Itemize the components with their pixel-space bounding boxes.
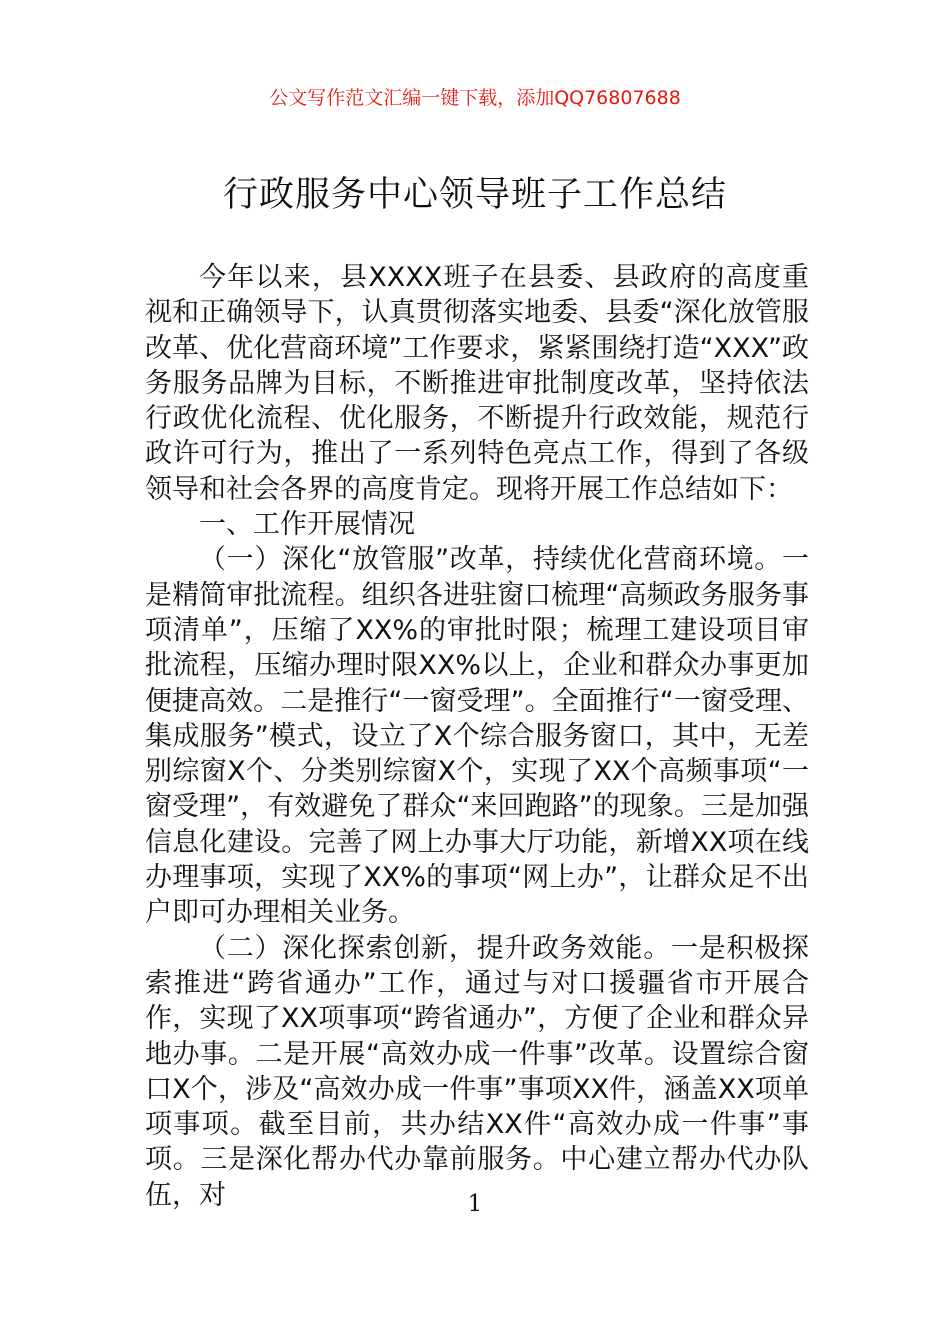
promo-banner: 公文写作范文汇编一键下载，添加QQ76807688	[269, 87, 681, 109]
intro-paragraph: 今年以来，县XXXX班子在县委、县政府的高度重视和正确领导下，认真贯彻落实地委、县委“深化放管服改革、优化营商环境”工作要求，紧紧围绕打造“XXX”政务服务品牌为目标，不断推进审批制度改革，坚持依法行政优化流程、优化服务，不断提升行政效能，规范行政许可行为，推出了一系列特色亮点工作，得到了各级领导和社会各界的高度肯定。现将开展工作总结如下：	[145, 262, 809, 505]
body-paragraph: （二）深化探索创新，提升政务效能。一是积极探索推进“跨省通办”工作，通过与对口援疆省市开展合作，实现了XX项事项“跨省通办”，方便了企业和群众异地办事。二是开展“高效办成一件事”改革。设置综合窗口X个，涉及“高效办成一件事”事项XX件，涵盖XX项单项事项。截至目前，共办结XX件“高效办成一件事”事项。三是深化帮办代办靠前服务。中心建立帮办代办队伍，对	[145, 932, 809, 1211]
page-number: 1	[467, 1191, 483, 1217]
document-title: 行政服务中心领导班子工作总结	[222, 175, 727, 215]
section-heading: 一、工作开展情况	[199, 509, 415, 541]
document-body	[145, 260, 809, 1213]
body-paragraph: （一）深化“放管服”改革，持续优化营商环境。一是精简审批流程。组织各进驻窗口梳理“高频政务服务事项清单”，压缩了XX%的审批时限；梳理工建设项目审批流程，压缩办理时限XX%以上，企业和群众办事更加便捷高效。二是推行“一窗受理”。全面推行“一窗受理、集成服务”模式，设立了X个综合服务窗口，其中，无差别综窗X个、分类别综窗X个，实现了XX个高频事项“一窗受理”，有效避免了群众“来回跑路”的现象。三是加强信息化建设。完善了网上办事大厅功能，新增XX项在线办理事项，实现了XX%的事项“网上办”，让群众足不出户即可办理相关业务。	[145, 544, 809, 929]
